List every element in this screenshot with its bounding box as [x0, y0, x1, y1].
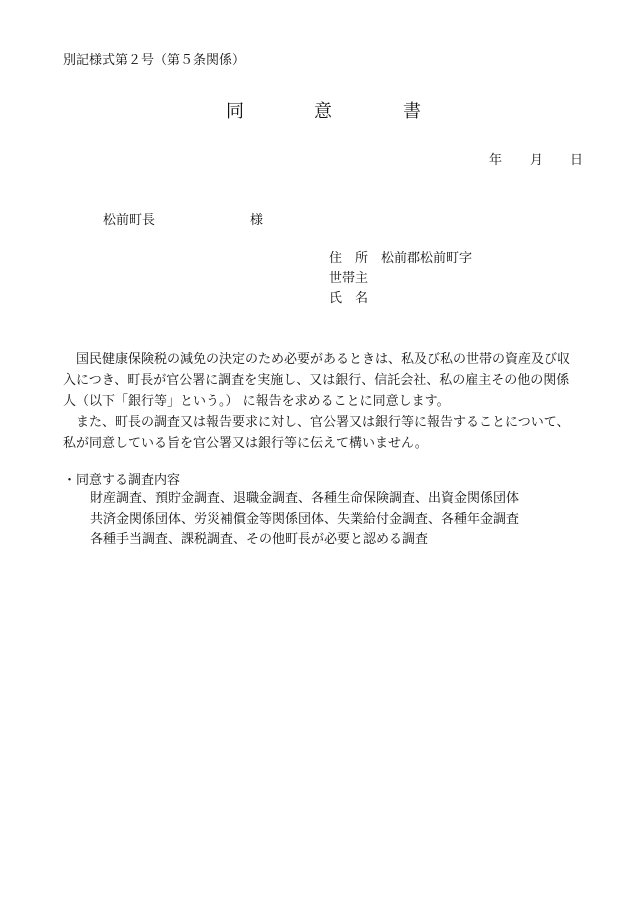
date-month-label: 月	[530, 153, 544, 168]
consent-body	[63, 349, 578, 454]
form-label: 別記様式第２号（第５条関係）	[63, 53, 246, 68]
survey-item: 共済金関係団体、労災補償金等関係団体、失業給付金調査、各種年金調査	[90, 511, 520, 527]
date-day-label: 日	[570, 153, 584, 168]
survey-items	[90, 489, 519, 551]
title-char-3: 書	[403, 101, 421, 122]
address-label: 住 所	[329, 251, 369, 266]
title-char-2: 意	[314, 101, 332, 122]
date-year-label: 年	[489, 153, 503, 168]
consent-paragraph-1: 国民健康保険税の減免の決定のため必要があるときは、私及び私の世帯の資産及び収入につき、町長が官公署に調査を実施し、又は銀行、信託会社、私の雇主その他の関係人（以下「銀行等」という。） に報告を求めることに同意します。	[63, 352, 571, 409]
title-char-1: 同	[226, 101, 244, 122]
name-label: 氏 名	[329, 291, 369, 306]
address-value: 松前郡松前町字	[381, 251, 473, 266]
addressee-honorific: 様	[250, 213, 264, 228]
applicant-block	[329, 249, 472, 309]
survey-item: 各種手当調査、課税調査、その他町長が必要と認める調査	[90, 532, 429, 547]
address-row	[329, 249, 472, 269]
survey-item: 財産調査、預貯金調査、退職金調査、各種生命保険調査、出資金関係団体	[90, 491, 520, 506]
household-head-row	[329, 269, 472, 289]
addressee-name: 松前町長	[103, 213, 156, 228]
name-row	[329, 289, 472, 309]
survey-heading: ・同意する調査内容	[63, 473, 181, 488]
consent-paragraph-2: また、町長の調査又は報告要求に対し、官公署又は銀行等に報告することについて、私が同意している旨を官公署又は銀行等に伝えて構いません。	[63, 415, 570, 451]
household-head-label: 世帯主	[329, 271, 369, 286]
